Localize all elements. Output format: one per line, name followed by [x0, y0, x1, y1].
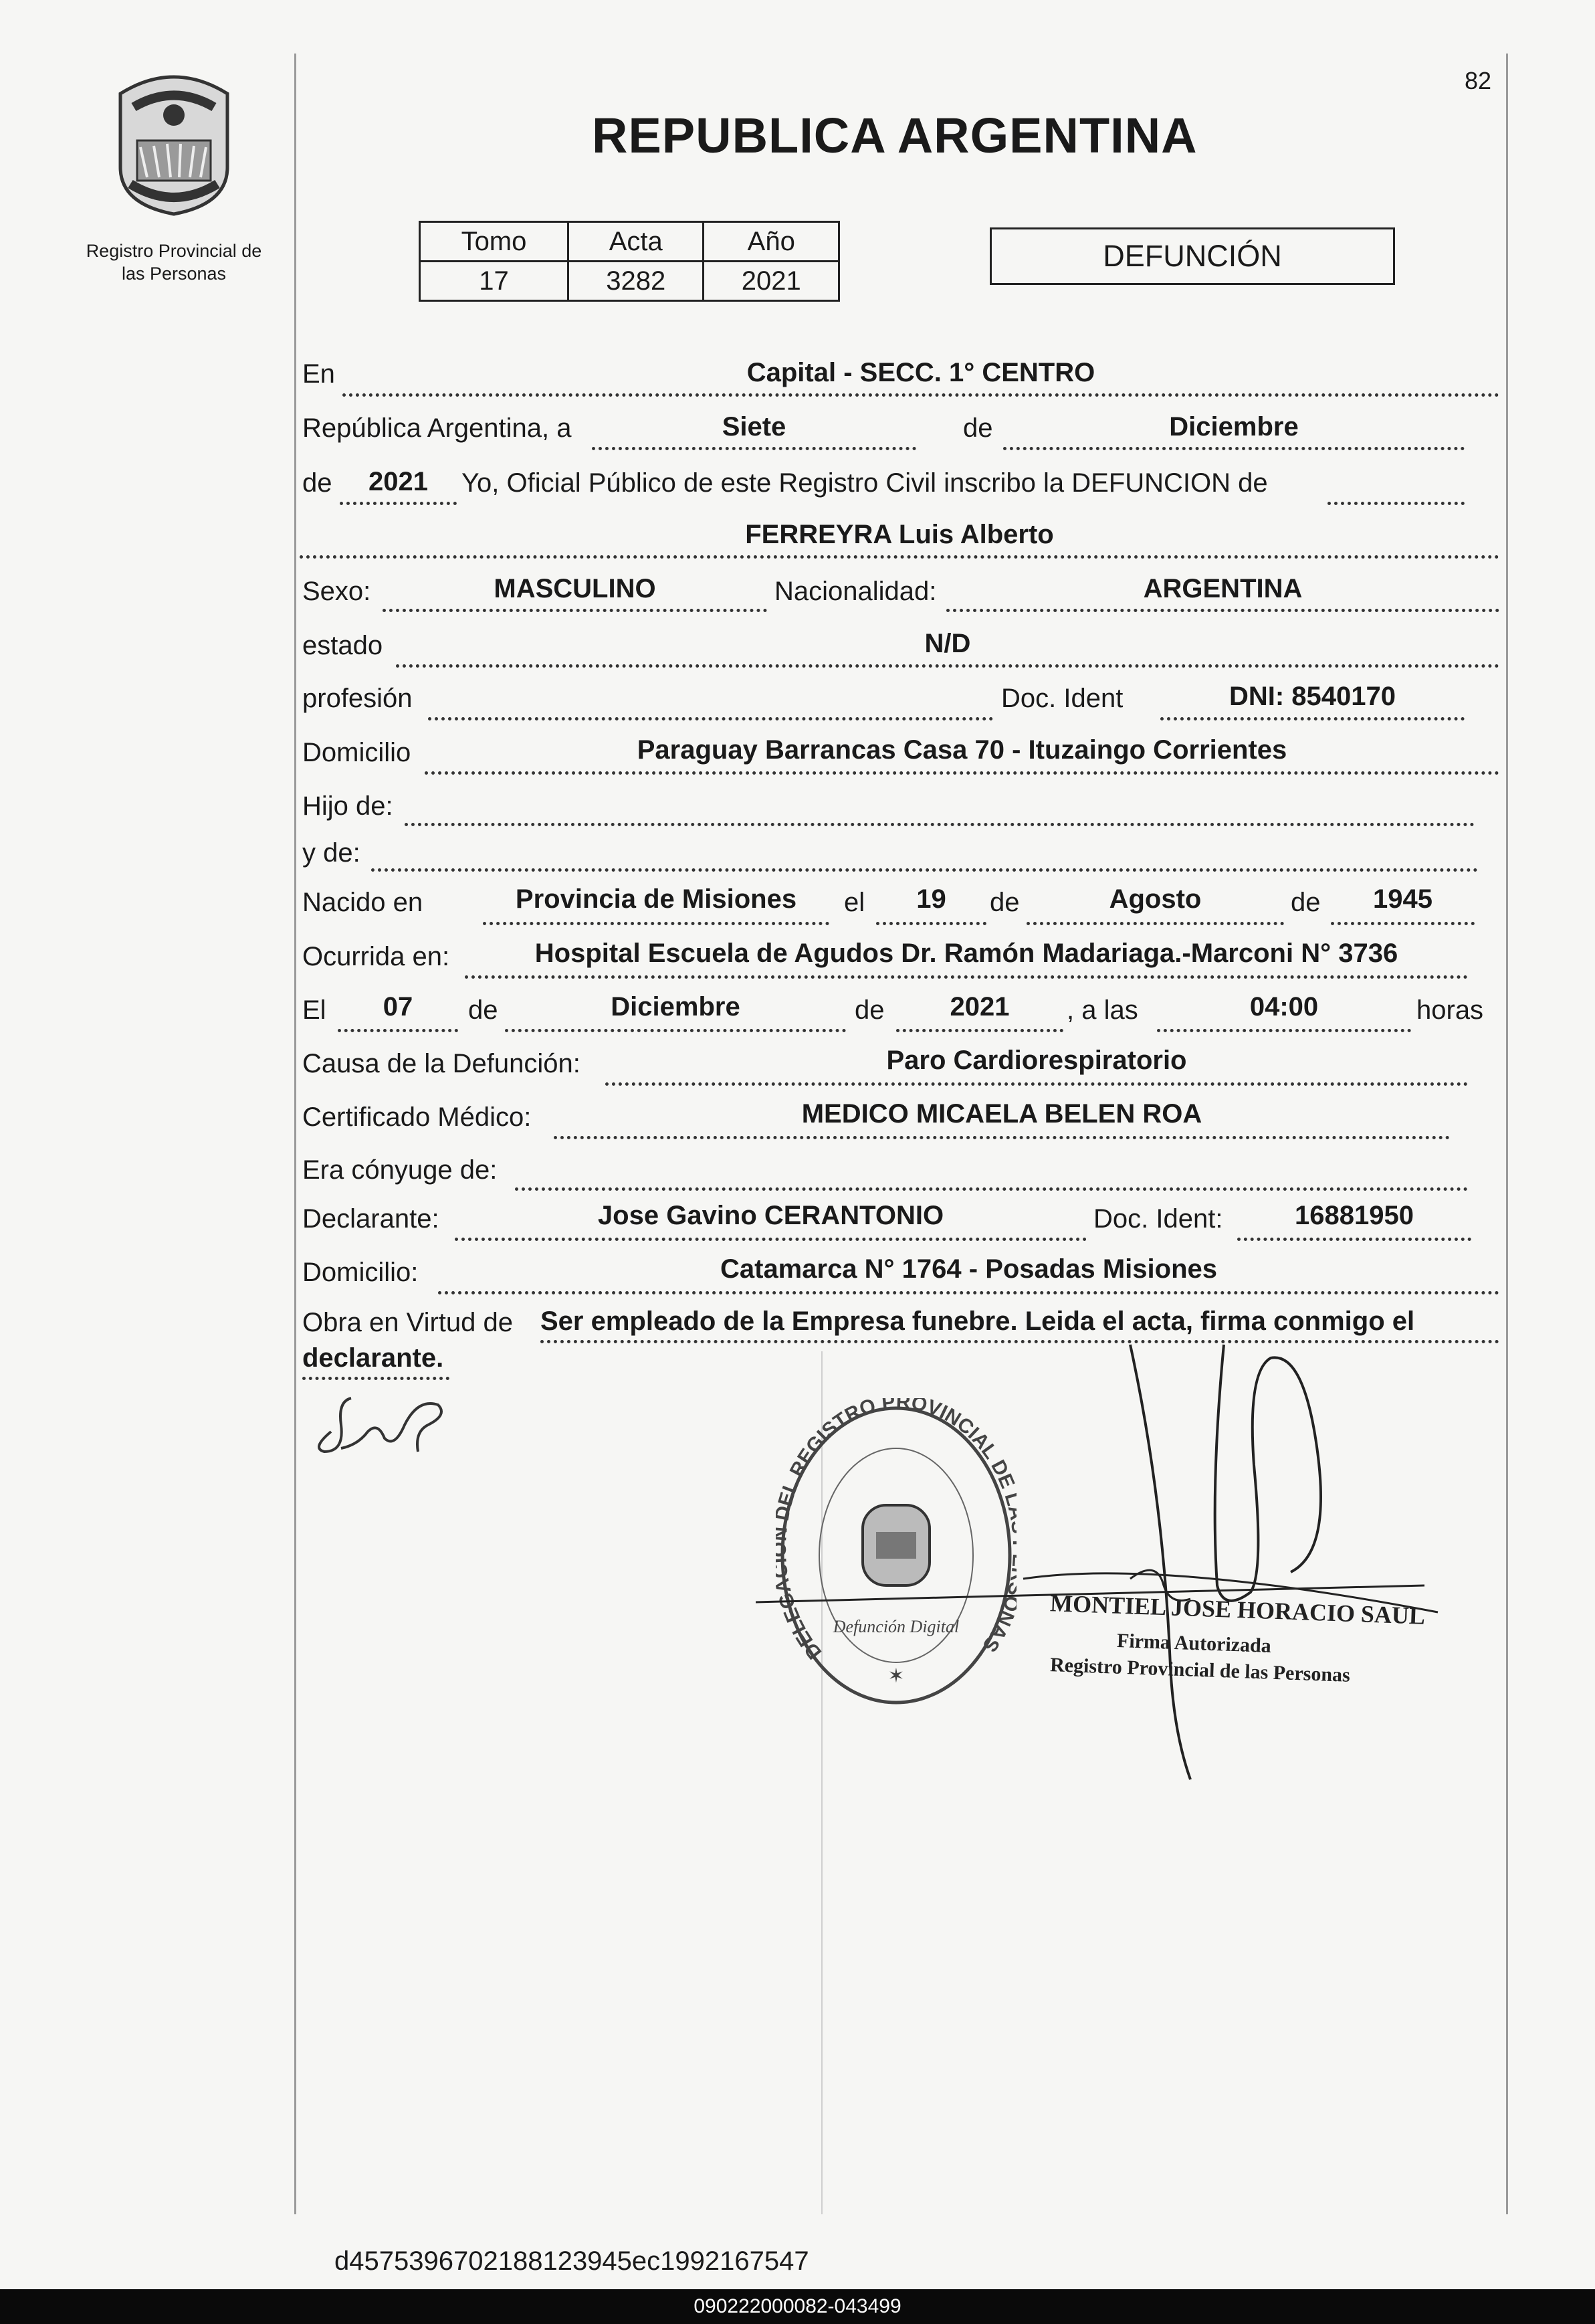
domicilio-value: Paraguay Barrancas Casa 70 - Ituzaingo Corrientes — [637, 735, 1287, 765]
profesion-line — [428, 717, 993, 720]
nacionalidad-line — [946, 609, 1499, 612]
profesion-label: profesión — [302, 684, 413, 713]
declarante-label: Declarante: — [302, 1204, 439, 1234]
domicilio2-line — [438, 1291, 1499, 1294]
obra-label: Obra en Virtud de — [302, 1308, 514, 1337]
causa-label: Causa de la Defunción: — [302, 1049, 580, 1078]
obra-value-line2: declarante. — [302, 1343, 444, 1373]
nacido-de-label-1: de — [990, 888, 1020, 917]
right-margin-line — [1506, 54, 1508, 2214]
doc-ident-label: Doc. Ident — [1001, 684, 1124, 713]
document-hash: d4575396702188123945ec1992167547 — [334, 2246, 809, 2276]
de-label-1: de — [963, 413, 993, 443]
muerte-hora: 04:00 — [1249, 992, 1319, 1022]
nacido-lugar: Provincia de Misiones — [515, 884, 797, 914]
horas-label: horas — [1416, 995, 1484, 1025]
official-signature — [756, 1331, 1505, 1786]
nacionalidad-value: ARGENTINA — [1143, 574, 1303, 603]
obra-line-2 — [302, 1377, 449, 1380]
estado-line — [396, 664, 1499, 668]
causa-value: Paro Cardiorespiratorio — [886, 1046, 1187, 1075]
muerte-hora-line — [1157, 1029, 1411, 1032]
doc-ident-line — [1160, 717, 1465, 720]
signature-name: MONTIEL JOSE HORACIO SAUL — [1049, 1589, 1426, 1630]
y-de-line — [371, 868, 1478, 872]
reference-header-row — [420, 222, 839, 262]
domicilio-label: Domicilio — [302, 738, 411, 767]
conyuge-label: Era cónyuge de: — [302, 1155, 498, 1185]
certificado-value: MEDICO MICAELA BELEN ROA — [801, 1099, 1202, 1129]
en-value: Capital - SECC. 1° CENTRO — [746, 358, 1095, 387]
el-cap-label: El — [302, 995, 326, 1025]
nacido-mes-line — [1027, 922, 1284, 925]
deceased-name: FERREYRA Luis Alberto — [745, 520, 1054, 549]
month-word: Diciembre — [1169, 412, 1299, 442]
certificado-label: Certificado Médico: — [302, 1102, 532, 1132]
name-line — [300, 555, 1499, 559]
nacido-label: Nacido en — [302, 888, 423, 917]
declarante-line — [455, 1238, 1087, 1241]
signature-institution: Registro Provincial de las Personas — [1049, 1654, 1351, 1686]
tomo-header: Tomo — [420, 222, 568, 262]
document-type-box: DEFUNCIÓN — [990, 227, 1395, 285]
hijo-label: Hijo de: — [302, 791, 393, 821]
doc-ident2-label: Doc. Ident: — [1093, 1204, 1223, 1234]
declarante-signature — [304, 1385, 458, 1458]
anio-header: Año — [704, 222, 839, 262]
year-line — [340, 502, 457, 505]
day-word: Siete — [722, 412, 786, 442]
anio-value: 2021 — [704, 262, 839, 301]
svg-text:DELEGACION DEL REGISTRO PROVIN: DELEG EL REGISTRO PROVINCIAL DE NAS — [776, 1398, 1017, 1664]
nacido-el-label: el — [844, 888, 865, 917]
registry-caption: Registro Provincial de las Personas — [86, 241, 262, 284]
doc-ident2-line — [1237, 1238, 1471, 1241]
muerte-de-label-2: de — [855, 995, 885, 1025]
nacido-anio-line — [1331, 922, 1475, 925]
en-line — [342, 393, 1499, 397]
nacido-anio: 1945 — [1373, 884, 1432, 914]
muerte-de-label-1: de — [468, 995, 498, 1025]
signature-role: Firma Autorizada — [1116, 1629, 1272, 1658]
ocurrida-line — [465, 975, 1468, 979]
estado-value: N/D — [924, 629, 971, 658]
domicilio2-value: Catamarca N° 1764 - Posadas Misiones — [720, 1254, 1217, 1284]
domicilio-line — [425, 771, 1499, 775]
svg-text:✶: ✶ — [887, 1665, 905, 1687]
day-line — [592, 447, 916, 450]
doc-ident2-value: 16881950 — [1295, 1201, 1414, 1230]
nacido-mes: Agosto — [1109, 884, 1202, 914]
muerte-dia: 07 — [383, 992, 413, 1022]
declarante-value: Jose Gavino CERANTONIO — [597, 1201, 944, 1230]
domicilio2-label: Domicilio: — [302, 1258, 419, 1287]
svg-text:Defunción Digital: Defunción Digital — [833, 1617, 960, 1636]
page-number: 82 — [1465, 67, 1492, 94]
de-label-2: de — [302, 468, 332, 498]
statement-text: Yo, Oficial Público de este Registro Civil inscribo la DEFUNCION de — [461, 468, 1268, 498]
doc-ident-value: DNI: 8540170 — [1229, 682, 1396, 711]
tomo-value: 17 — [420, 262, 568, 301]
acta-value: 3282 — [568, 262, 704, 301]
barcode-id: 090222000082-043499 — [0, 2289, 1595, 2324]
estado-label: estado — [302, 631, 383, 660]
en-label: En — [302, 359, 335, 389]
a-las-label: , a las — [1067, 995, 1138, 1025]
muerte-dia-line — [338, 1029, 458, 1032]
y-de-label: y de: — [302, 838, 360, 868]
sexo-line — [383, 609, 767, 612]
reference-table — [419, 221, 840, 302]
muerte-anio-line — [896, 1029, 1063, 1032]
muerte-mes-line — [505, 1029, 846, 1032]
acta-header: Acta — [568, 222, 704, 262]
obra-value-line1: Ser empleado de la Empresa funebre. Leida el acta, firma conmigo el — [540, 1306, 1415, 1336]
nacido-dia-line — [876, 922, 986, 925]
republica-label: República Argentina, a — [302, 413, 572, 443]
statement-line — [1327, 502, 1465, 505]
muerte-mes: Diciembre — [611, 992, 740, 1022]
left-margin-line — [294, 54, 296, 2214]
province-emblem — [100, 67, 247, 221]
ocurrida-label: Ocurrida en: — [302, 942, 450, 971]
reference-value-row — [420, 262, 839, 301]
nacido-de-label-2: de — [1291, 888, 1321, 917]
muerte-anio: 2021 — [950, 992, 1010, 1022]
conyuge-line — [515, 1187, 1468, 1191]
certificado-line — [554, 1136, 1450, 1139]
causa-line — [605, 1082, 1468, 1086]
page-title: REPUBLICA ARGENTINA — [592, 108, 1198, 163]
nacido-lugar-line — [483, 922, 829, 925]
year-value: 2021 — [368, 467, 428, 496]
sexo-value: MASCULINO — [494, 574, 656, 603]
hijo-line — [405, 823, 1475, 826]
ocurrida-value: Hospital Escuela de Agudos Dr. Ramón Madariaga.-Marconi N° 3736 — [534, 939, 1398, 968]
month-line — [1003, 447, 1465, 450]
nacido-dia: 19 — [916, 884, 946, 914]
nacionalidad-label: Nacionalidad: — [774, 577, 937, 606]
sexo-label: Sexo: — [302, 577, 371, 606]
